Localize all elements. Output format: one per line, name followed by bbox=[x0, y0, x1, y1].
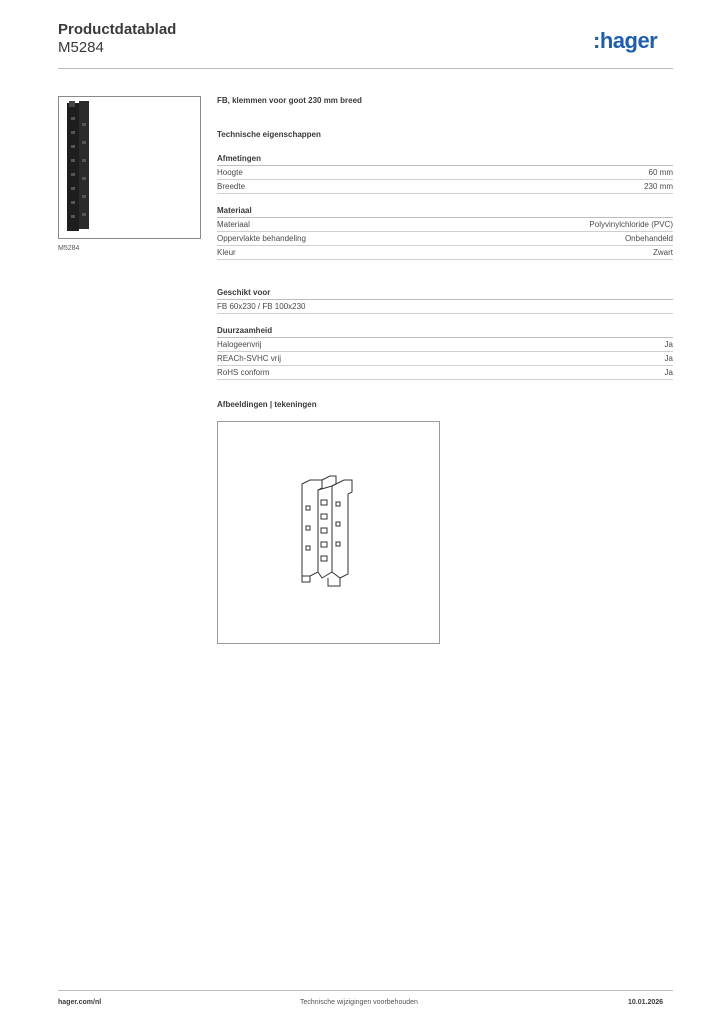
spec-row bbox=[217, 218, 673, 232]
hager-logo: :hager bbox=[593, 28, 658, 53]
section-title: Duurzaamheid bbox=[217, 326, 673, 338]
spec-value: 60 mm bbox=[648, 168, 673, 177]
spec-label: Oppervlakte behandeling bbox=[217, 234, 306, 243]
section-suitable-for bbox=[217, 288, 673, 314]
spec-value: Zwart bbox=[653, 248, 673, 257]
section-dimensions bbox=[217, 154, 673, 194]
footer-divider bbox=[58, 990, 673, 991]
spec-label: Breedte bbox=[217, 182, 246, 191]
spec-row bbox=[217, 352, 673, 366]
spec-label: Halogeenvrij bbox=[217, 340, 262, 349]
spec-row bbox=[217, 338, 673, 352]
section-title: Geschikt voor bbox=[217, 288, 673, 300]
clip-photo-icon bbox=[59, 97, 200, 238]
spec-row bbox=[217, 166, 673, 180]
section-material bbox=[217, 206, 673, 260]
spec-row bbox=[217, 180, 673, 194]
spec-label: Materiaal bbox=[217, 220, 250, 229]
spec-value: 230 mm bbox=[644, 182, 673, 191]
spec-label: Kleur bbox=[217, 248, 236, 257]
spec-row bbox=[217, 232, 673, 246]
product-code: M5284 bbox=[58, 39, 104, 56]
spec-row bbox=[217, 366, 673, 380]
header-divider bbox=[58, 68, 673, 69]
spec-value: Ja bbox=[664, 354, 673, 363]
spec-label: Hoogte bbox=[217, 168, 243, 177]
spec-label: REACh-SVHC vrij bbox=[217, 354, 282, 363]
section-title: Afmetingen bbox=[217, 154, 673, 166]
spec-value: Ja bbox=[664, 340, 673, 349]
footer-date: 10.01.2026 bbox=[628, 999, 664, 1006]
footer-disclaimer: Technische wijzigingen voorbehouden bbox=[300, 999, 418, 1006]
drawings-heading: Afbeeldingen | tekeningen bbox=[217, 400, 317, 409]
product-description: FB, klemmen voor goot 230 mm breed bbox=[217, 96, 362, 105]
spec-label: RoHS conform bbox=[217, 368, 270, 377]
spec-value: Polyvinylchloride (PVC) bbox=[589, 220, 673, 229]
footer-website: hager.com/nl bbox=[58, 999, 102, 1006]
section-sustainability bbox=[217, 326, 673, 380]
section-title: Materiaal bbox=[217, 206, 673, 218]
spec-row bbox=[217, 300, 673, 314]
page-title: Productdatablad bbox=[58, 21, 177, 38]
technical-drawing bbox=[217, 421, 440, 644]
spec-label: FB 60x230 / FB 100x230 bbox=[217, 302, 306, 311]
image-caption: M5284 bbox=[58, 245, 80, 252]
spec-row bbox=[217, 246, 673, 260]
spec-value: Onbehandeld bbox=[624, 234, 673, 243]
spec-value: Ja bbox=[664, 368, 673, 377]
product-photo bbox=[58, 96, 201, 239]
tech-properties-heading: Technische eigenschappen bbox=[217, 130, 321, 139]
main-content bbox=[217, 96, 673, 644]
clip-drawing-icon bbox=[218, 422, 439, 643]
